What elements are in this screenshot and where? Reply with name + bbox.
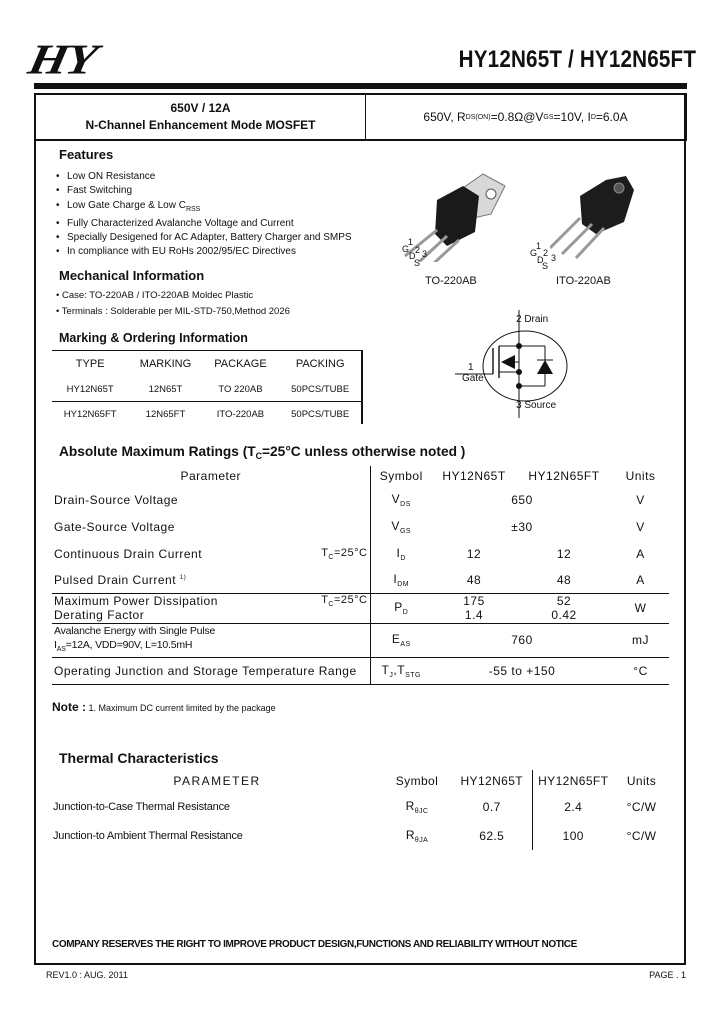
abs-max-row: Maximum Power Dissipation Derating Factor $T_C=25^\circ C$ $P_D$ 175 1.4 52 0.42 W (52, 593, 669, 623)
mechanical-item: • Case: TO-220AB / ITO-220AB Moldec Plastic (56, 288, 290, 304)
ordering-header-row (52, 351, 362, 378)
gate-pin-number: 1 (468, 362, 474, 373)
thermal-row: Junction-to-Case Thermal Resistance $R_{\theta JC}$ 0.7 2.4 °C/W (52, 792, 669, 821)
col-packing: PACKING (295, 358, 345, 370)
col-type: TYPE (75, 358, 105, 370)
summary-left (36, 95, 366, 139)
features-list (56, 170, 352, 260)
gate-label: Gate (462, 373, 484, 384)
disclaimer: COMPANY RESERVES THE RIGHT TO IMPROVE PRODUCT DESIGN,FUNCTIONS AND RELIABILITY WITHOUT NOTICE (52, 939, 577, 950)
feature-item: • Low ON Resistance (56, 170, 352, 184)
thermal-table (52, 770, 669, 850)
feature-item: • Specially Desigened for AC Adapter, Battery Charger and SMPS (56, 231, 352, 245)
mechanical-list (56, 288, 290, 319)
key-spec: 650V, R DS(ON) =0.8Ω@V GS =10V, I D =6.0A (423, 110, 628, 124)
feature-item: • In compliance with EU RoHs 2002/95/EC Directives (56, 245, 352, 259)
to220-package-icon (395, 170, 515, 262)
header-rule (34, 83, 687, 89)
drain-label: 2 Drain (516, 314, 549, 325)
abs-max-row: Pulsed Drain Current $^{1)}$ $I_{DM}$ 48 48 A (52, 567, 669, 593)
ordering-table (52, 350, 362, 426)
abs-max-header-row: Parameter Symbol HY12N65T HY12N65FT Units (52, 466, 669, 486)
ordering-row: HY12N65FT 12N65FT ITO-220AB 50PCS/TUBE (52, 402, 362, 427)
company-logo: HY (24, 35, 100, 84)
device-type: N-Channel Enhancement Mode MOSFET (85, 118, 316, 132)
col-package: PACKAGE (214, 358, 267, 370)
abs-max-row: Drain-Source Voltage $V_{DS}$ 650 V (52, 486, 669, 513)
features-heading: Features (59, 147, 114, 162)
summary-box (34, 93, 687, 141)
footnote: Note : 1. Maximum DC current limited by the package (52, 700, 276, 714)
revision-label: REV1.0 : AUG. 2011 (46, 970, 128, 980)
mechanical-heading: Mechanical Information (59, 268, 205, 283)
thermal-heading: Thermal Characteristics (59, 750, 219, 766)
ordering-table-border (361, 350, 363, 424)
abs-max-row: Gate-Source Voltage $V_{GS}$ ±30 V (52, 513, 669, 540)
to220-label: TO-220AB (425, 275, 477, 287)
thermal-header-row: PARAMETER Symbol HY12N65T HY12N65FT Units (52, 770, 669, 792)
feature-item: • Low Gate Charge & Low $C_{RSS}$ (56, 199, 352, 217)
abs-max-row: Avalanche Energy with Single Pulse $I_{AS}=12A$, VDD=90V, L=10.5mH $E_{AS}$ 760 mJ (52, 623, 669, 657)
rating-label: 650V / 12A (170, 101, 231, 115)
ordering-row: HY12N65T 12N65T TO 220AB 50PCS/TUBE (66, 383, 350, 395)
thermal-row: Junction-to Ambient Thermal Resistance $R_{\theta JA}$ 62.5 100 °C/W (52, 821, 669, 850)
source-label: 3 Source (516, 400, 557, 411)
abs-max-row: Continuous Drain Current $T_C=25^\circ C$ $I_D$ 12 12 A (52, 540, 669, 567)
abs-max-table (52, 466, 669, 685)
part-number-title: HY12N65T / HY12N65FT (458, 46, 696, 73)
feature-item: • Fully Characterized Avalanche Voltage and Current (56, 217, 352, 231)
abs-max-row: Operating Junction and Storage Temperature Range $T_J,T_{STG}$ -55 to +150 °C (52, 657, 669, 684)
ito220-package-icon (550, 170, 660, 270)
abs-max-heading: Absolute Maximum Ratings ($T_C=25^\circ C$ unless otherwise noted ) (59, 443, 466, 461)
col-marking: MARKING (139, 358, 192, 370)
page-number: PAGE . 1 (649, 970, 686, 980)
mechanical-item: • Terminals : Solderable per MIL-STD-750,Method 2026 (56, 304, 290, 320)
feature-item: • Fast Switching (56, 184, 352, 198)
ito220-label: ITO-220AB (556, 275, 611, 287)
ordering-heading: Marking & Ordering Information (59, 331, 248, 345)
